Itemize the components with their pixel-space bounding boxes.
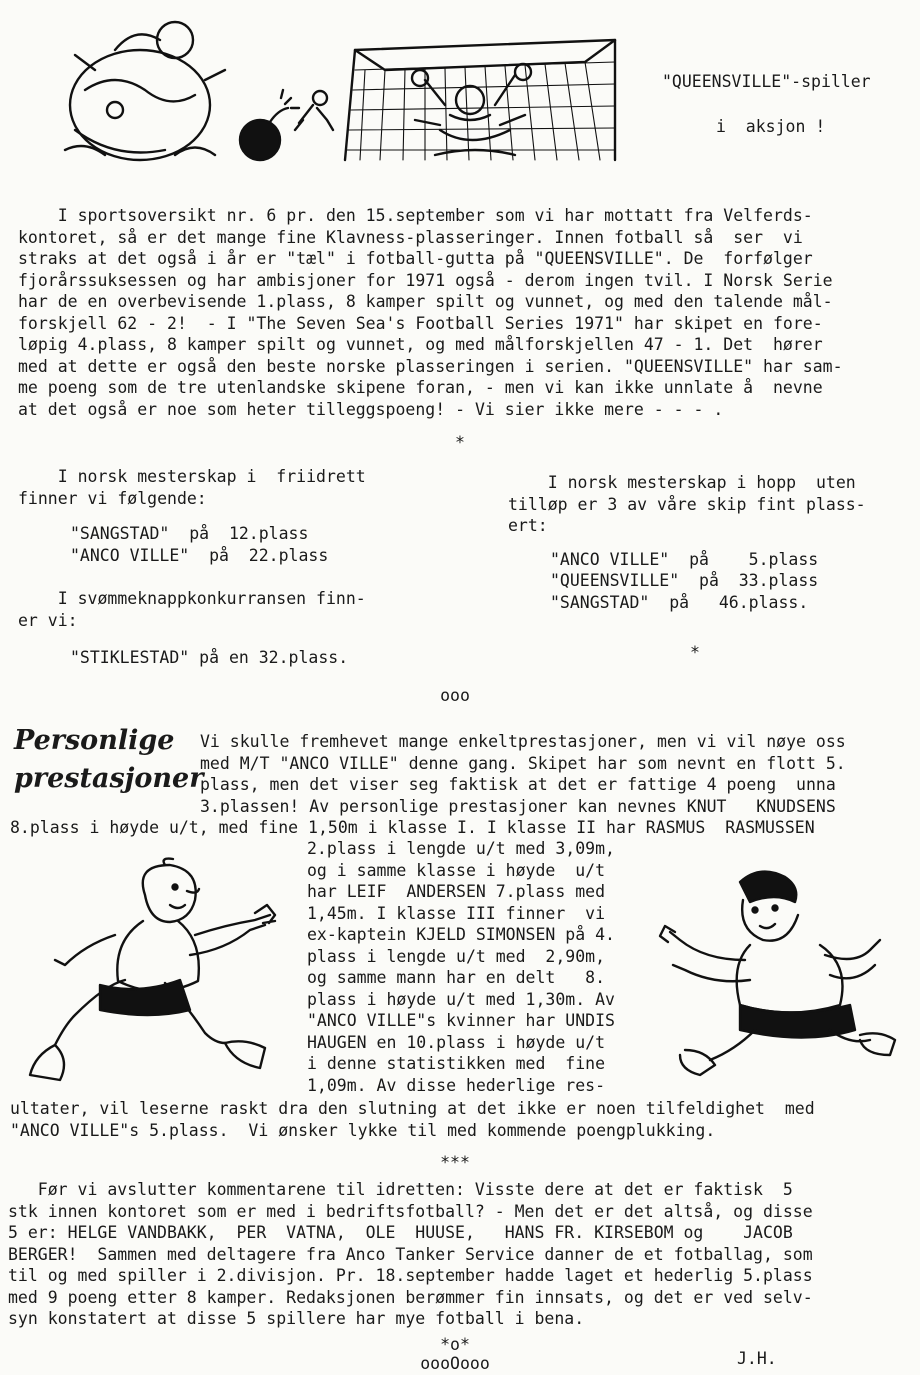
- personal-middle-line: 2.plass i lengde u/t med 3,09m,: [307, 839, 615, 858]
- intro-paragraph-line: kontoret, så er det mange fine Klavness-plasseringer. Innen fotball så ser vi: [18, 227, 803, 247]
- section-separator-ooo: ooo: [440, 686, 470, 705]
- svomme-intro-1: I svømmeknappkonkurransen finn-: [18, 589, 366, 608]
- intro-paragraph-line: har de en overbevisende 1.plass, 8 kamper spilt og vunnet, og med den talende mål-: [18, 292, 833, 311]
- personal-top-text: [200, 731, 846, 817]
- personal-middle-line: "ANCO VILLE"s kvinner har UNDIS: [307, 1011, 615, 1030]
- hopp-intro-1: I norsk mesterskap i hopp uten: [508, 473, 856, 492]
- personal-middle-text: [307, 838, 615, 1096]
- intro-paragraph-line: fjorårssuksessen og har ambisjoner for 1971 også - derom ingen tvil. I Norsk Serie: [18, 270, 833, 290]
- signature: J.H.: [737, 1349, 777, 1368]
- personal-top-line: 3.plassen! Av personlige prestasjoner kan nevnes KNUT KNUDSENS: [200, 796, 836, 816]
- personal-bottom-text: [10, 1098, 815, 1141]
- hopp-result-1: "ANCO VILLE" på 5.plass: [550, 549, 819, 569]
- closing-paragraph-line: syn konstatert at disse 5 spillere har mye fotball i bena.: [8, 1309, 585, 1328]
- end-mark-ooo: oooOooo: [420, 1354, 490, 1373]
- closing-paragraph-line: 5 er: HELGE VANDBAKK, PER VATNA, OLE HUUSE, HANS FR. KIRSEBOM og JACOB: [8, 1223, 793, 1242]
- personal-top-line: plass, men det viser seg faktisk at det er fattige 4 poeng unna: [200, 775, 836, 794]
- section-heading-personlige: Personlige: [14, 725, 175, 756]
- friidrett-intro-2: finner vi følgende:: [18, 488, 207, 508]
- personal-middle-line: har LEIF ANDERSEN 7.plass med: [307, 882, 606, 901]
- personal-bottom-line: "ANCO VILLE"s 5.plass. Vi ønsker lykke til med kommende poengplukking.: [10, 1120, 716, 1140]
- personal-top-line: med M/T "ANCO VILLE" denne gang. Skipet har som nevnt en flott 5.: [200, 753, 846, 773]
- personal-bottom-line: ultater, vil leserne raskt dra den slutning at det ikke er noen tilfeldighet med: [10, 1099, 815, 1118]
- personal-middle-line: HAUGEN en 10.plass i høyde u/t: [307, 1032, 606, 1052]
- cartoon-caption-line2: i aksjon !: [716, 117, 826, 136]
- tackling-players-drawing: [65, 22, 225, 160]
- closing-paragraph-line: Før vi avslutter kommentarene til idretten: Visste dere at det er faktisk 5: [8, 1180, 793, 1199]
- svomme-intro-2: er vi:: [18, 610, 78, 630]
- closing-paragraph-line: med 9 poeng etter 8 kamper. Redaksjonen berømmer fin innsats, og det er ved selv-: [8, 1287, 813, 1307]
- hopp-result-3: "SANGSTAD" på 46.plass.: [550, 592, 809, 612]
- hopp-intro-3: ert:: [508, 516, 548, 535]
- goal-drawing: [345, 40, 615, 160]
- hopp-result-2: "QUEENSVILLE" på 33.plass: [550, 571, 819, 590]
- svomme-result: "STIKLESTAD" på en 32.plass.: [70, 648, 349, 667]
- runner-left-drawing: [15, 855, 305, 1085]
- intro-paragraph: [18, 205, 843, 420]
- section-separator-star: *: [455, 433, 465, 452]
- closing-paragraph-line: stk innen kontoret som er med i bedriftsfotball? - Men det er det altså, og disse: [8, 1201, 813, 1221]
- section-heading-prestasjoner: prestasjoner: [14, 763, 204, 794]
- personal-middle-line: ex-kaptein KJELD SIMONSEN på 4.: [307, 925, 615, 944]
- friidrett-result-1: "SANGSTAD" på 12.plass: [70, 524, 309, 543]
- section-separator-triple-star: ***: [440, 1153, 470, 1172]
- personal-middle-line: i denne statistikken med fine: [307, 1054, 606, 1073]
- personal-top-line: Vi skulle fremhevet mange enkeltprestasjoner, men vi vil nøye oss: [200, 732, 846, 751]
- closing-paragraph-line: BERGER! Sammen med deltagere fra Anco Tanker Service danner de et fotballag, som: [8, 1244, 813, 1264]
- runner-right-drawing: [655, 860, 905, 1080]
- friidrett-result-2: "ANCO VILLE" på 22.plass: [70, 545, 329, 565]
- bomb-drawing: [240, 90, 299, 160]
- football-cartoon: [55, 10, 645, 170]
- personal-middle-line: og samme mann har en delt 8.: [307, 968, 606, 987]
- left-column: [18, 466, 448, 669]
- right-column: [508, 472, 908, 613]
- intro-paragraph-line: løpig 4.plass, 8 kamper spilt og vunnet, og med målforskjellen 47 - 1. Det hører: [18, 335, 823, 354]
- intro-paragraph-line: I sportsoversikt nr. 6 pr. den 15.september som vi har mottatt fra Velferds-: [18, 206, 813, 225]
- personal-middle-line: plass i lengde u/t med 2,90m,: [307, 946, 606, 966]
- personal-middle-line: 1,45m. I klasse III finner vi: [307, 903, 606, 923]
- personal-wide-line: 8.plass i høyde u/t, med fine 1,50m i klasse I. I klasse II har RASMUS RASMUSSEN: [10, 818, 815, 837]
- personal-middle-line: og i samme klasse i høyde u/t: [307, 860, 606, 880]
- closing-paragraph: [8, 1179, 813, 1330]
- intro-paragraph-line: forskjell 62 - 2! - I "The Seven Sea's Football Series 1971" har skipet en fore-: [18, 313, 823, 333]
- closing-paragraph-line: til og med spiller i 2.divisjon. Pr. 18.september hadde laget et hederlig 5.plass: [8, 1266, 813, 1285]
- intro-paragraph-line: straks at det også i år er "tæl" i fotball-gutta på "QUEENSVILLE". De forfølger: [18, 249, 813, 268]
- hopp-intro-2: tilløp er 3 av våre skip fint plass-: [508, 494, 866, 514]
- personal-middle-line: 1,09m. Av disse hederlige res-: [307, 1075, 606, 1095]
- end-mark-star: *o*: [440, 1335, 470, 1354]
- right-column-star: *: [690, 643, 700, 662]
- falling-player-drawing: [295, 91, 333, 130]
- personal-middle-line: plass i høyde u/t med 1,30m. Av: [307, 989, 615, 1009]
- intro-paragraph-line: at det også er noe som heter tilleggspoeng! - Vi sier ikke mere - - - .: [18, 399, 724, 419]
- friidrett-intro-1: I norsk mesterskap i friidrett: [18, 467, 366, 486]
- cartoon-caption-line1: "QUEENSVILLE"-spiller: [662, 72, 871, 91]
- intro-paragraph-line: me poeng som de tre utenlandske skipene foran, - men vi kan ikke unnlate å nevne: [18, 378, 823, 397]
- intro-paragraph-line: med at dette er også den beste norske plasseringen i serien. "QUEENSVILLE" har sam-: [18, 356, 843, 376]
